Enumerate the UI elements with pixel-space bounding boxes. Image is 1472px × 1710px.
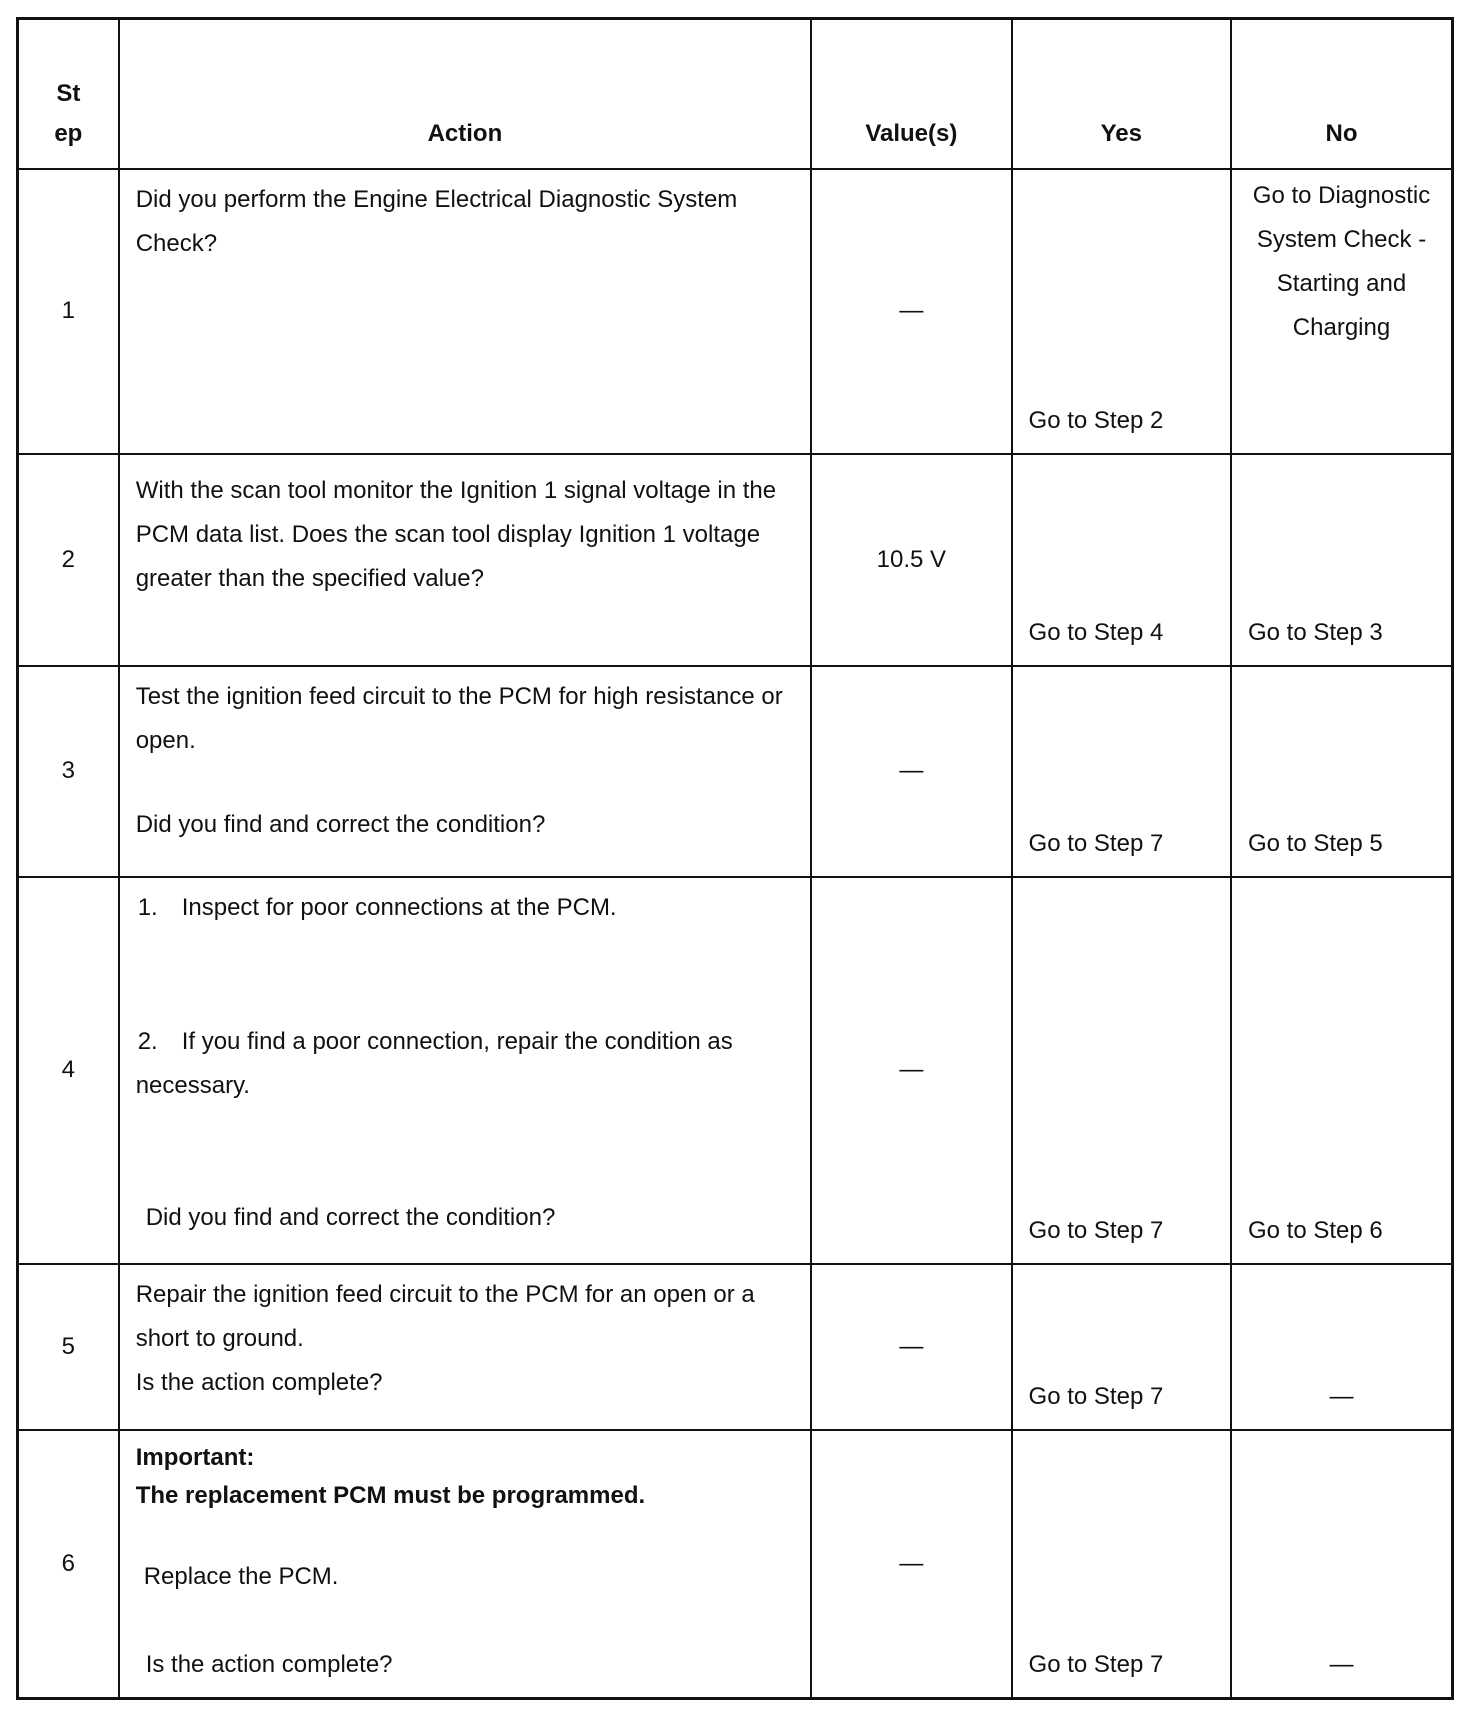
table-row [18,454,1453,666]
action-text: Repair the ignition feed circuit to the PCM for an open or a short to ground. Is the action complete? [119,1264,811,1430]
yes-cell: Go to Step 2 [1012,169,1231,454]
header-yes: Yes [1012,19,1231,169]
no-cell: Go to Step 5 [1231,666,1453,877]
table-row [18,169,1453,454]
table-row [18,1264,1453,1430]
step-number: 3 [18,666,119,877]
no-cell: Go to Diagnostic System Check - Starting and Charging [1231,169,1453,454]
yes-cell: Go to Step 7 [1012,877,1231,1264]
important-note: The replacement PCM must be programmed. [135,1481,646,1509]
action-text: 1. Inspect for poor connections at the PCM. 2. If you find a poor connection, repair the condition as necessary. Did you find and correct the condition? [119,877,811,1264]
step-number: 6 [18,1430,119,1699]
important-label: Important: [135,1443,255,1471]
list-item: 2. If you find a poor connection, repair the condition as necessary. [135,1027,733,1099]
diagnostic-table [16,17,1454,1700]
no-cell: Go to Step 6 [1231,877,1453,1264]
no-cell: — [1231,1430,1453,1699]
header-values: Value(s) [811,19,1011,169]
value-cell: — [811,877,1011,1264]
step-number: 4 [18,877,119,1264]
header-row [18,19,1453,169]
yes-cell: Go to Step 4 [1012,454,1231,666]
table-row [18,1430,1453,1699]
yes-cell: Go to Step 7 [1012,1264,1231,1430]
action-text: Did you perform the Engine Electrical Diagnostic System Check? [119,169,811,454]
header-no: No [1231,19,1453,169]
value-cell: — [811,1264,1011,1430]
yes-cell: Go to Step 7 [1012,666,1231,877]
step-number: 5 [18,1264,119,1430]
table-row [18,666,1453,877]
step-number: 1 [18,169,119,454]
no-cell: — [1231,1264,1453,1430]
value-cell: — [811,666,1011,877]
header-step: St ep [18,19,119,169]
value-cell: — [811,169,1011,454]
header-action: Action [119,19,811,169]
action-text: With the scan tool monitor the Ignition 1 signal voltage in the PCM data list. Does the scan tool display Ignition 1 voltage greater than the specified value? [119,454,811,666]
value-cell: 10.5 V [811,454,1011,666]
action-text: Important: The replacement PCM must be programmed. Replace the PCM. Is the action complete? [119,1430,811,1699]
step-number: 2 [18,454,119,666]
action-text: Test the ignition feed circuit to the PCM for high resistance or open. Did you find and correct the condition? [119,666,811,877]
no-cell: Go to Step 3 [1231,454,1453,666]
value-cell: — [811,1430,1011,1699]
list-item: 1. Inspect for poor connections at the PCM. [137,893,617,921]
table-row [18,877,1453,1264]
yes-cell: Go to Step 7 [1012,1430,1231,1699]
